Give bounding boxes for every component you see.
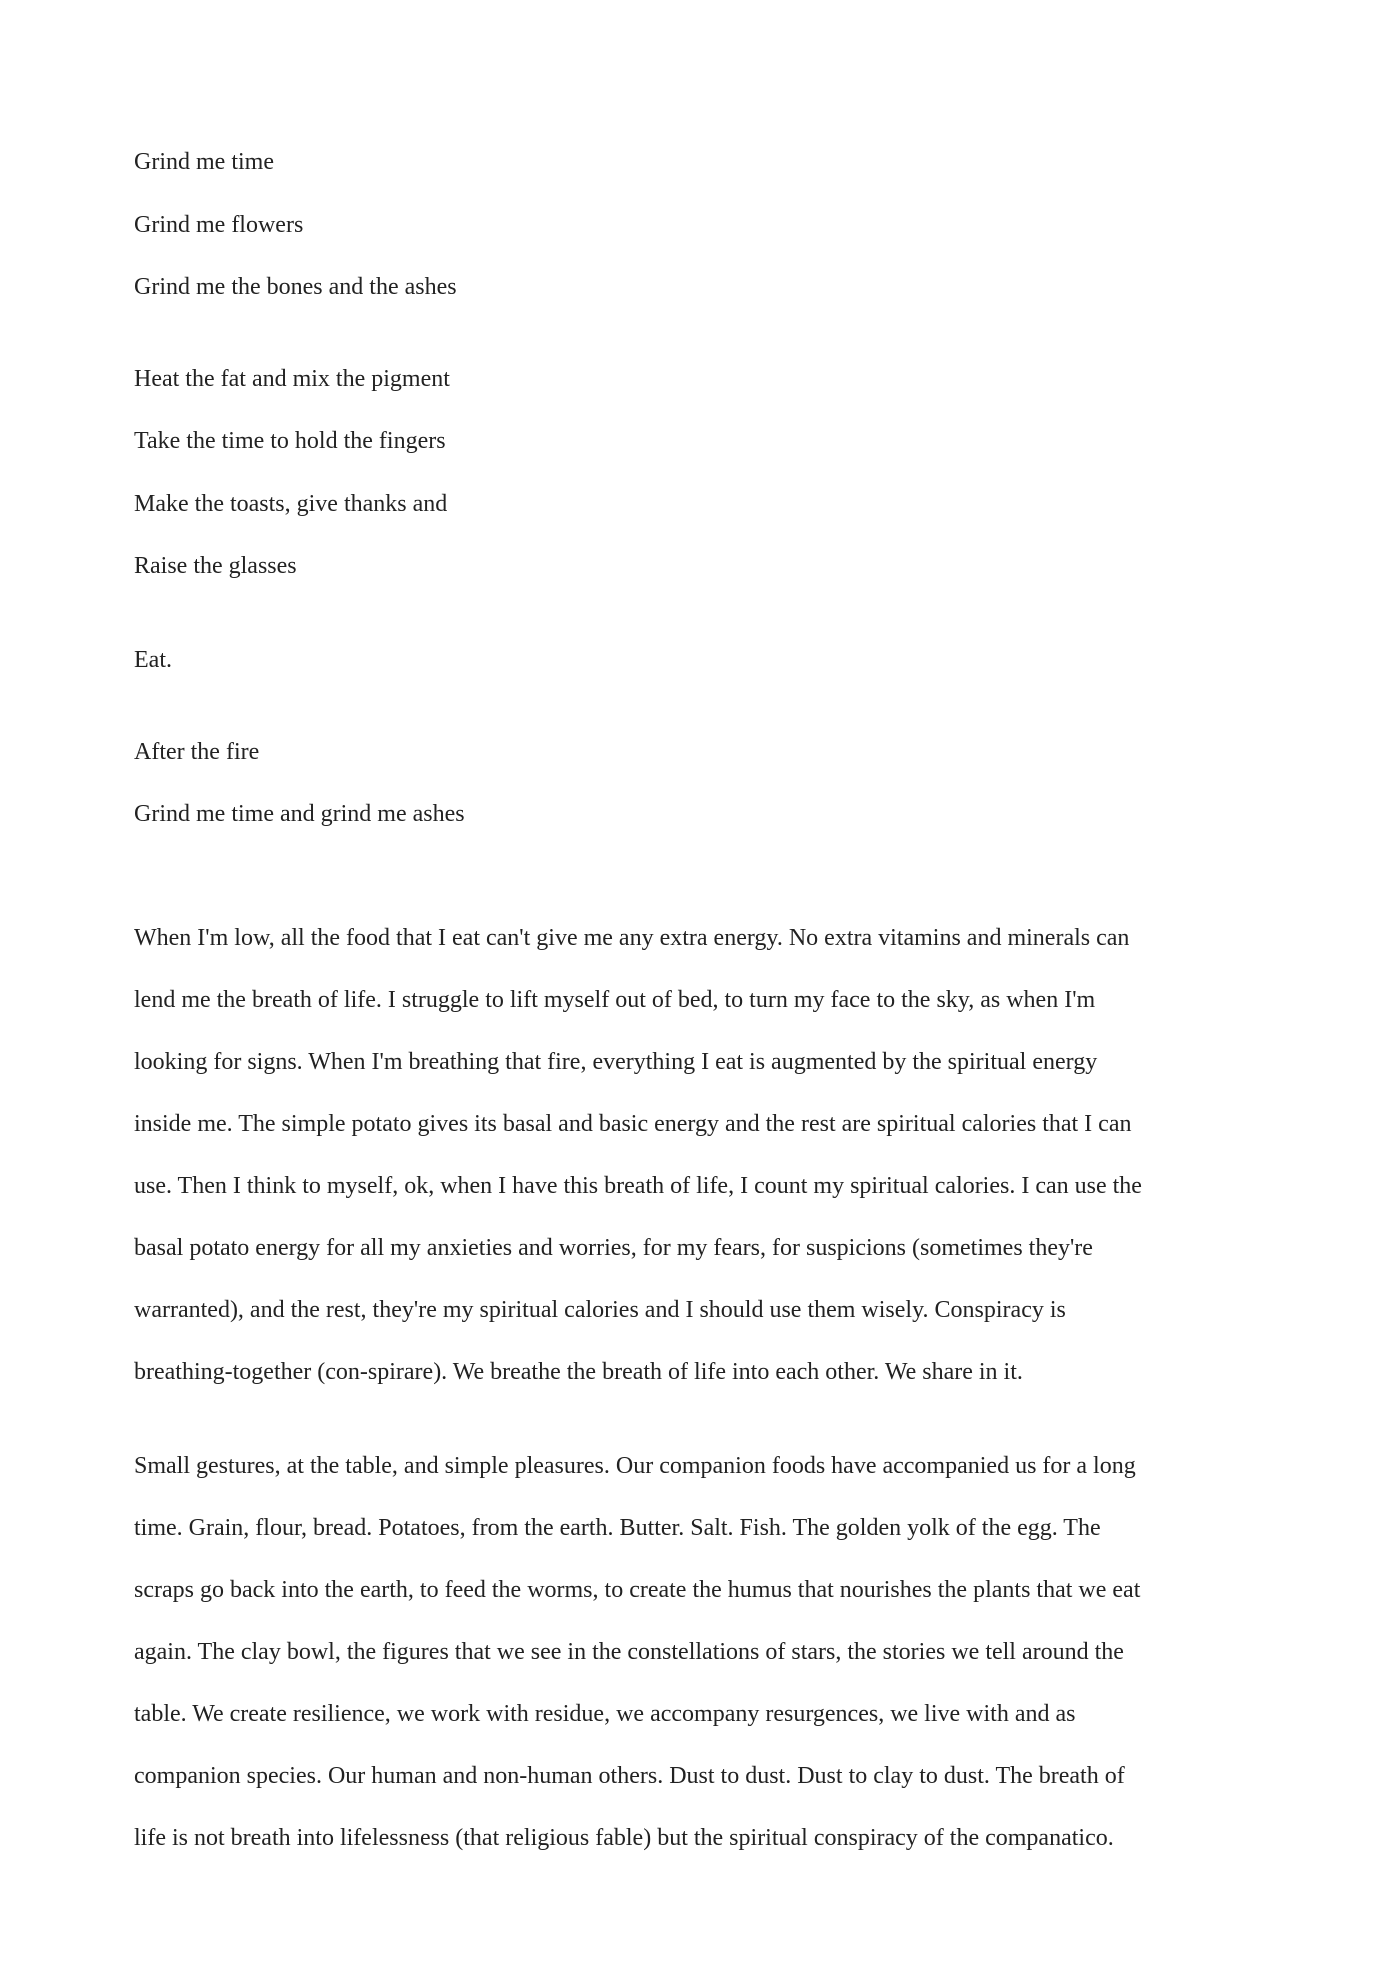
prose-line: life is not breath into lifelessness (that religious fable) but the spiritual conspiracy of the companatico. xyxy=(134,1825,1114,1851)
prose-line: When I'm low, all the food that I eat can't give me any extra energy. No extra vitamins and minerals can xyxy=(134,925,1130,951)
prose-line: basal potato energy for all my anxieties and worries, for my fears, for suspicions (sometimes they're xyxy=(134,1235,1093,1261)
poem-line: Make the toasts, give thanks and xyxy=(134,491,448,517)
prose-line: looking for signs. When I'm breathing that fire, everything I eat is augmented by the spiritual energy xyxy=(134,1049,1098,1075)
poem-line: Eat. xyxy=(134,647,172,673)
prose-line: Small gestures, at the table, and simple pleasures. Our companion foods have accompanied us for a long xyxy=(134,1453,1136,1479)
poem-line: After the fire xyxy=(134,739,260,765)
prose-line: table. We create resilience, we work with residue, we accompany resurgences, we live with and as xyxy=(134,1701,1076,1727)
prose-line: time. Grain, flour, bread. Potatoes, from the earth. Butter. Salt. Fish. The golden yolk of the egg. The xyxy=(134,1515,1101,1541)
poem-line: Take the time to hold the fingers xyxy=(134,428,446,454)
prose-line: scraps go back into the earth, to feed the worms, to create the humus that nourishes the plants that we eat xyxy=(134,1577,1141,1603)
prose-line: warranted), and the rest, they're my spiritual calories and I should use them wisely. Conspiracy is xyxy=(134,1297,1066,1323)
prose-line: inside me. The simple potato gives its basal and basic energy and the rest are spiritual calories that I can xyxy=(134,1111,1132,1137)
poem-line: Grind me time and grind me ashes xyxy=(134,801,465,827)
prose-line: again. The clay bowl, the figures that we see in the constellations of stars, the stories we tell around the xyxy=(134,1639,1124,1665)
poem-line: Raise the glasses xyxy=(134,553,297,579)
prose-line: use. Then I think to myself, ok, when I have this breath of life, I count my spiritual calories. I can use the xyxy=(134,1173,1142,1199)
poem-line: Heat the fat and mix the pigment xyxy=(134,366,450,392)
poem-line: Grind me flowers xyxy=(134,212,304,238)
poem-line: Grind me the bones and the ashes xyxy=(134,274,457,300)
prose-line: lend me the breath of life. I struggle to lift myself out of bed, to turn my face to the sky, as when I'm xyxy=(134,987,1096,1013)
prose-line: companion species. Our human and non-human others. Dust to dust. Dust to clay to dust. The breath of xyxy=(134,1763,1125,1789)
prose-line: breathing-together (con-spirare). We breathe the breath of life into each other. We share in it. xyxy=(134,1359,1023,1385)
poem-line: Grind me time xyxy=(134,149,274,175)
